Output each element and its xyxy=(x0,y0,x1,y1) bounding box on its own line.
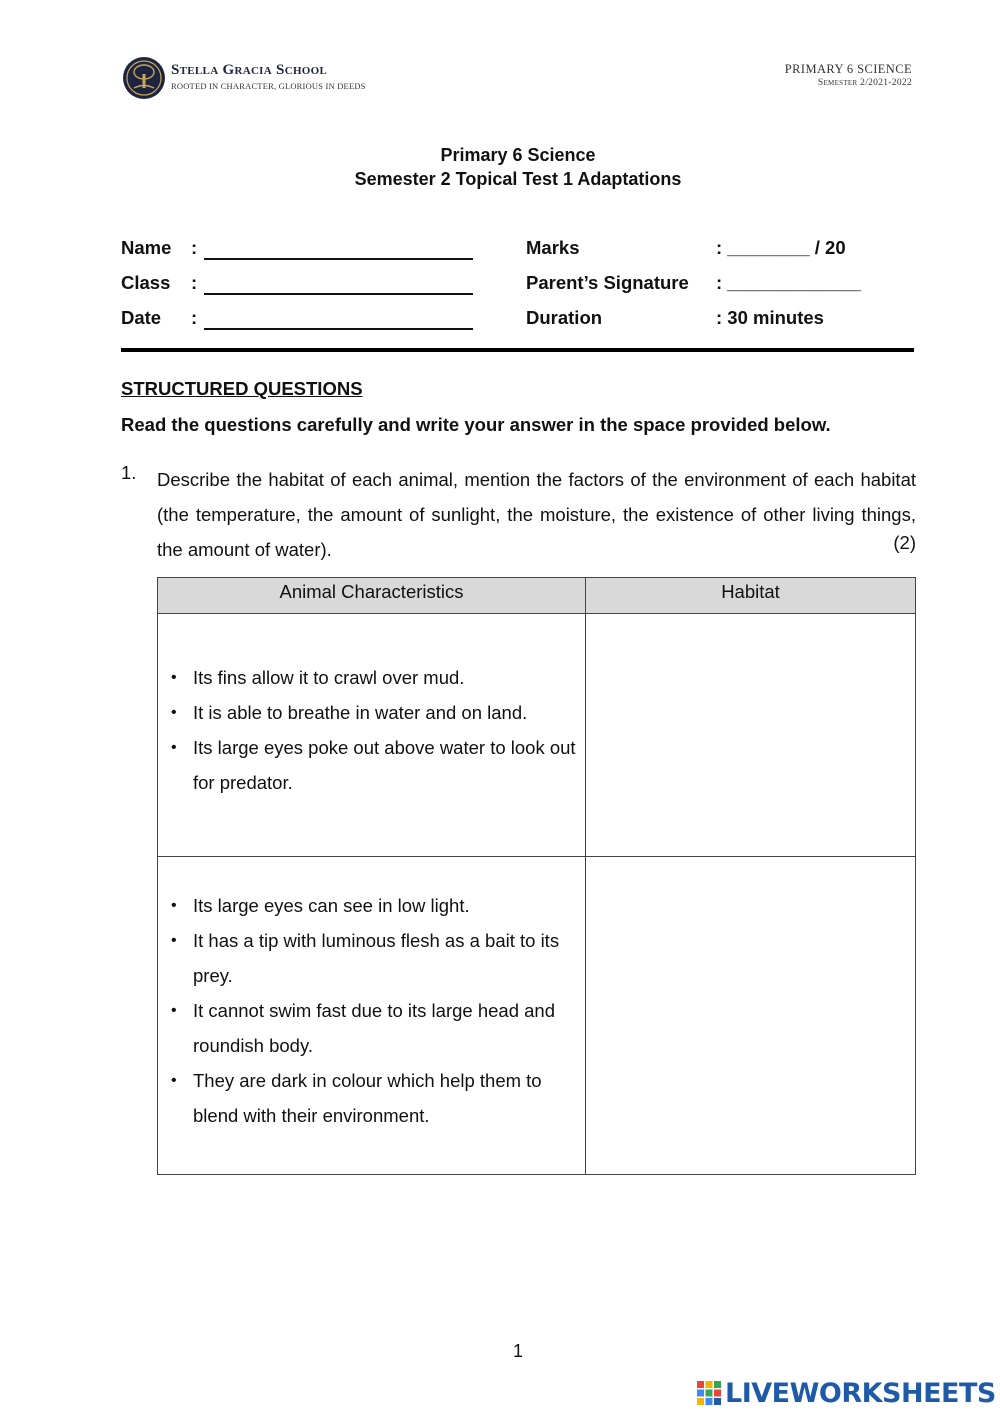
table-row xyxy=(158,857,916,1175)
name-colon: : xyxy=(191,237,198,258)
trait-item: • It cannot swim fast due to its large head and roundish body. xyxy=(193,993,585,1063)
marks-label: Marks xyxy=(526,237,580,258)
duration-value: : 30 minutes xyxy=(716,307,824,328)
header-right xyxy=(785,62,912,88)
date-colon: : xyxy=(191,307,198,328)
trait-item: • It has a tip with luminous flesh as a bait to its prey. xyxy=(193,923,585,993)
trait-list xyxy=(158,857,585,1133)
habitat-table xyxy=(157,577,916,1175)
class-field[interactable] xyxy=(204,273,473,295)
section-heading: STRUCTURED QUESTIONS xyxy=(121,378,363,399)
name-field[interactable] xyxy=(204,238,473,260)
header-animal-characteristics: Animal Characteristics xyxy=(158,578,586,614)
table-header-row xyxy=(158,578,916,614)
header-semester: Semester 2/2021-2022 xyxy=(817,78,912,88)
school-name: Stella Gracia School xyxy=(171,62,328,78)
header-habitat: Habitat xyxy=(586,578,916,614)
characteristics-cell xyxy=(158,614,586,857)
date-field[interactable] xyxy=(204,308,473,330)
name-label: Name xyxy=(121,237,172,258)
date-label: Date xyxy=(121,307,162,328)
duration-label: Duration xyxy=(526,307,603,328)
habitat-answer-cell[interactable] xyxy=(586,857,916,1175)
liveworksheets-logo xyxy=(697,1378,996,1408)
divider xyxy=(121,348,914,352)
worksheet-title: Primary 6 Science xyxy=(440,145,596,165)
class-colon: : xyxy=(191,272,198,293)
trait-item: • Its large eyes poke out above water to look out for predator. xyxy=(193,730,585,800)
school-crest-logo xyxy=(122,56,166,100)
table-row xyxy=(158,614,916,857)
habitat-answer-cell[interactable] xyxy=(586,614,916,857)
worksheet-subtitle: Semester 2 Topical Test 1 Adaptations xyxy=(354,169,682,189)
question-marks: (2) xyxy=(893,532,916,553)
marks-value: : ________ / 20 xyxy=(716,237,846,258)
trait-list xyxy=(158,614,585,800)
question-text: Describe the habitat of each animal, mention the factors of the environment of each habitat (the temperature, the amount of sunlight, the moisture, the existence of other living things, the amount of water). xyxy=(157,469,916,560)
signature-label: Parent’s Signature xyxy=(526,272,689,293)
trait-item: • Its fins allow it to crawl over mud. xyxy=(193,660,585,695)
characteristics-cell xyxy=(158,857,586,1175)
trait-item: • It is able to breathe in water and on land. xyxy=(193,695,585,730)
class-label: Class xyxy=(121,272,171,293)
trait-item: • They are dark in colour which help them to blend with their environment. xyxy=(193,1063,585,1133)
signature-value: : _____________ xyxy=(716,272,862,293)
page-number: 1 xyxy=(512,1341,523,1361)
liveworksheets-icon xyxy=(697,1381,721,1405)
liveworksheets-brand: LIVEWORKSHEETS xyxy=(725,1377,996,1409)
school-motto: ROOTED IN CHARACTER, GLORIOUS IN DEEDS xyxy=(171,81,366,91)
header-subject: PRIMARY 6 SCIENCE xyxy=(784,62,912,76)
instructions: Read the questions carefully and write your answer in the space provided below. xyxy=(121,414,831,435)
question-number: 1. xyxy=(121,462,137,483)
trait-item: • Its large eyes can see in low light. xyxy=(193,888,585,923)
